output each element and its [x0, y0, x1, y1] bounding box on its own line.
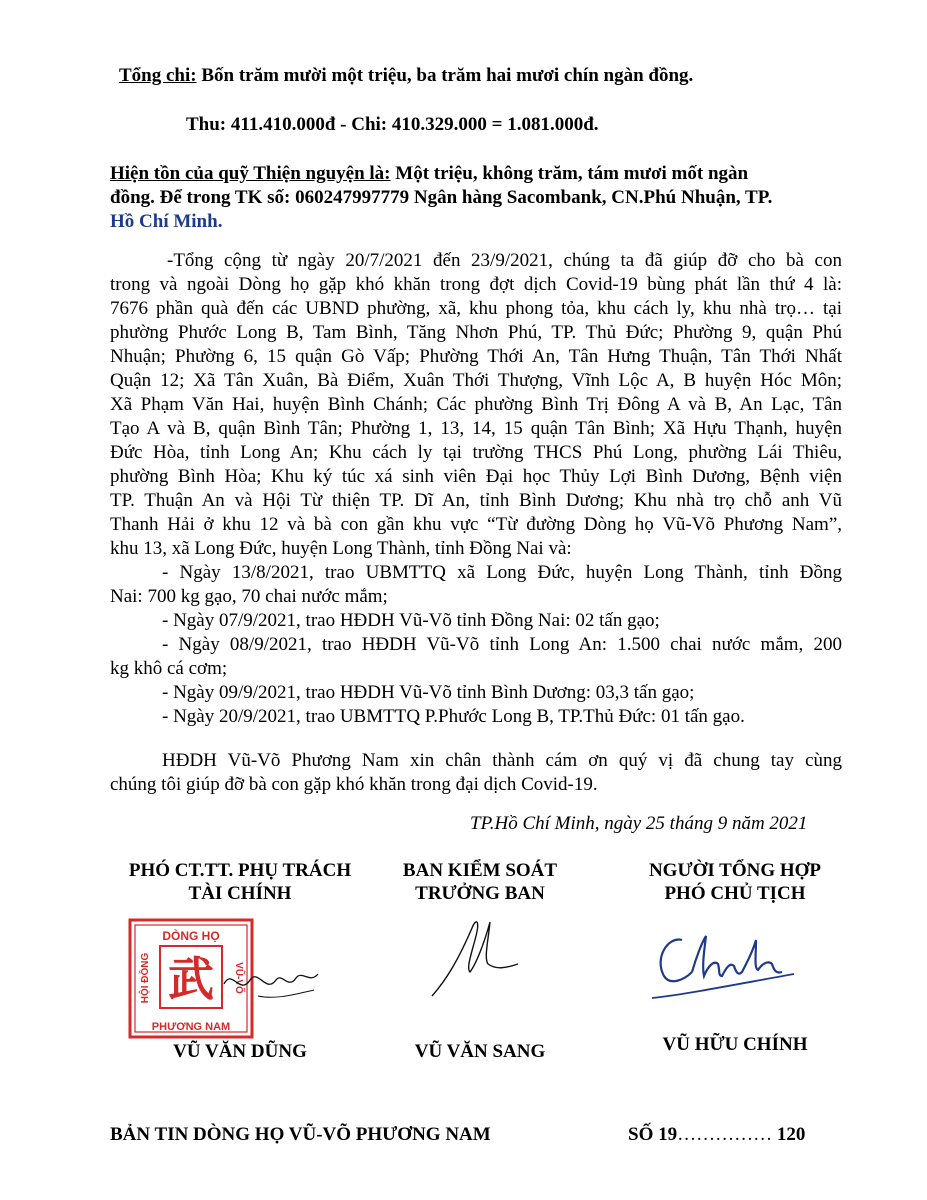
signature-3	[648, 918, 798, 1013]
total-spent-text: Bốn trăm mười một triệu, ba trăm hai mươi chín ngàn đồng.	[196, 65, 694, 86]
signatory-2-name: VŨ VĂN SANG	[414, 1041, 546, 1062]
signatory-1-name: VŨ VĂN DŨNG	[173, 1041, 307, 1062]
balance-calculation: Thu: 411.410.000đ - Chi: 410.329.000 = 1.081.000đ.	[186, 114, 599, 135]
svg-text:武: 武	[168, 952, 214, 1006]
body-line: Xã Phạm Văn Hai, huyện Bình Chánh; Các phường Bình Trị Đông A và B, An Lạc, Tân	[110, 394, 842, 415]
body-line: phường Phước Long B, Tam Bình, Tăng Nhơn Phú, TP. Thủ Đức; Phường 9, quận Phú	[110, 322, 842, 343]
body-line: phường Bình Hòa; Khu ký túc xá sinh viên Đại học Thủy Lợi Bình Dương, Bệnh viện	[110, 466, 842, 487]
svg-text:PHƯƠNG NAM: PHƯƠNG NAM	[151, 1021, 231, 1033]
donation-item: - Ngày 13/8/2021, trao UBMTTQ xã Long Đức, huyện Long Thành, tỉnh Đồng	[162, 562, 842, 583]
date-line: TP.Hồ Chí Minh, ngày 25 tháng 9 năm 2021	[470, 813, 808, 834]
donation-item: kg khô cá cơm;	[110, 658, 228, 679]
footer-issue-number: SỐ 19	[628, 1124, 678, 1145]
donation-item: - Ngày 07/9/2021, trao HĐDH Vũ-Võ tỉnh Đồng Nai: 02 tấn gạo;	[162, 610, 660, 631]
footer-leader-dots: ……………	[677, 1124, 773, 1145]
signature-1	[218, 950, 328, 1015]
body-line: trong và ngoài Dòng họ gặp khó khăn trong đợt dịch Covid-19 bùng phát lần thứ 4 là:	[110, 274, 842, 295]
body-line: Quận 12; Xã Tân Xuân, Bà Điểm, Xuân Thới Thượng, Vĩnh Lộc A, B huyện Hóc Môn;	[110, 370, 842, 391]
signatory-1-title-line2: TÀI CHÍNH	[188, 883, 292, 904]
fund-amount: Một triệu, không trăm, tám mươi mốt ngàn	[390, 163, 749, 184]
total-spent-label: Tổng chi:	[119, 65, 197, 86]
svg-text:HỘI ĐỒNG: HỘI ĐỒNG	[140, 952, 151, 1004]
footer-title: BẢN TIN DÒNG HỌ VŨ-VÕ PHƯƠNG NAM	[110, 1124, 491, 1145]
body-line: Thanh Hải ở khu 12 và bà con gần khu vực “Từ đường Dòng họ Vũ-Võ Phương Nam”,	[110, 514, 842, 535]
body-line: -Tổng cộng từ ngày 20/7/2021 đến 23/9/2021, chúng ta đã giúp đỡ cho bà con	[167, 250, 842, 271]
donation-item: - Ngày 08/9/2021, trao HĐDH Vũ-Võ tỉnh Long An: 1.500 chai nước mắm, 200	[162, 634, 842, 655]
footer-issue	[628, 1124, 805, 1146]
body-line: Đức Hòa, tỉnh Long An; Khu cách ly tại trường THCS Phú Long, phường Lái Thiêu,	[110, 442, 842, 463]
thanks-line: HĐDH Vũ-Võ Phương Nam xin chân thành cám ơn quý vị đã chung tay cùng	[162, 750, 842, 771]
signatory-1-title-line1: PHÓ CT.TT. PHỤ TRÁCH	[128, 860, 352, 881]
signatory-3-title-line2: PHÓ CHỦ TỊCH	[664, 883, 806, 904]
signatory-2-title	[380, 859, 580, 905]
thanks-line: chúng tôi giúp đỡ bà con gặp khó khăn trong đại dịch Covid-19.	[110, 774, 598, 795]
signature-2	[418, 908, 538, 1013]
body-line: Nhuận; Phường 6, 15 quận Gò Vấp; Phường Thới An, Tân Hưng Thuận, Tân Thới Nhất	[110, 346, 842, 367]
donation-item: - Ngày 09/9/2021, trao HĐDH Vũ-Võ tỉnh Bình Dương: 03,3 tấn gạo;	[162, 682, 695, 703]
body-line: khu 13, xã Long Đức, huyện Long Thành, tỉnh Đồng Nai và:	[110, 538, 572, 559]
fund-line-3: Hồ Chí Minh.	[110, 211, 223, 232]
donation-item: Nai: 700 kg gạo, 70 chai nước mắm;	[110, 586, 388, 607]
signatory-2-title-line2: TRƯỞNG BAN	[415, 883, 545, 904]
body-line: 7676 phần quà đến các UBND phường, xã, khu phong tỏa, khu cách ly, khu nhà trọ… tại	[110, 298, 842, 319]
svg-text:VŨ-VÕ: VŨ-VÕ	[233, 962, 244, 994]
donation-item: - Ngày 20/9/2021, trao UBMTTQ P.Phước Long B, TP.Thủ Đức: 01 tấn gạo.	[162, 706, 745, 727]
svg-text:DÒNG HỌ: DÒNG HỌ	[162, 929, 220, 943]
signatory-3-title	[615, 859, 855, 905]
signatory-1-title	[110, 859, 370, 905]
signatory-3-title-line1: NGƯỜI TỔNG HỢP	[648, 860, 822, 881]
fund-label: Hiện tồn của quỹ Thiện nguyện là:	[110, 163, 391, 184]
total-spent-line	[119, 65, 693, 87]
fund-line-2: đồng. Để trong TK số: 060247997779 Ngân hàng Sacombank, CN.Phú Nhuận, TP.	[110, 187, 773, 208]
signatory-2-title-line1: BAN KIỂM SOÁT	[402, 860, 558, 881]
page-number: 120	[776, 1124, 806, 1145]
fund-line-1	[110, 163, 748, 185]
signatory-3-name: VŨ HỮU CHÍNH	[662, 1034, 808, 1055]
body-line: TP. Thuận An và Hội Từ thiện TP. Dĩ An, tỉnh Bình Dương; Khu nhà trọ chỗ anh Vũ	[110, 490, 842, 511]
body-line: Tạo A và B, quận Bình Tân; Phường 1, 13, 14, 15 quận Tân Bình; Xã Hựu Thạnh, huyện	[110, 418, 842, 439]
